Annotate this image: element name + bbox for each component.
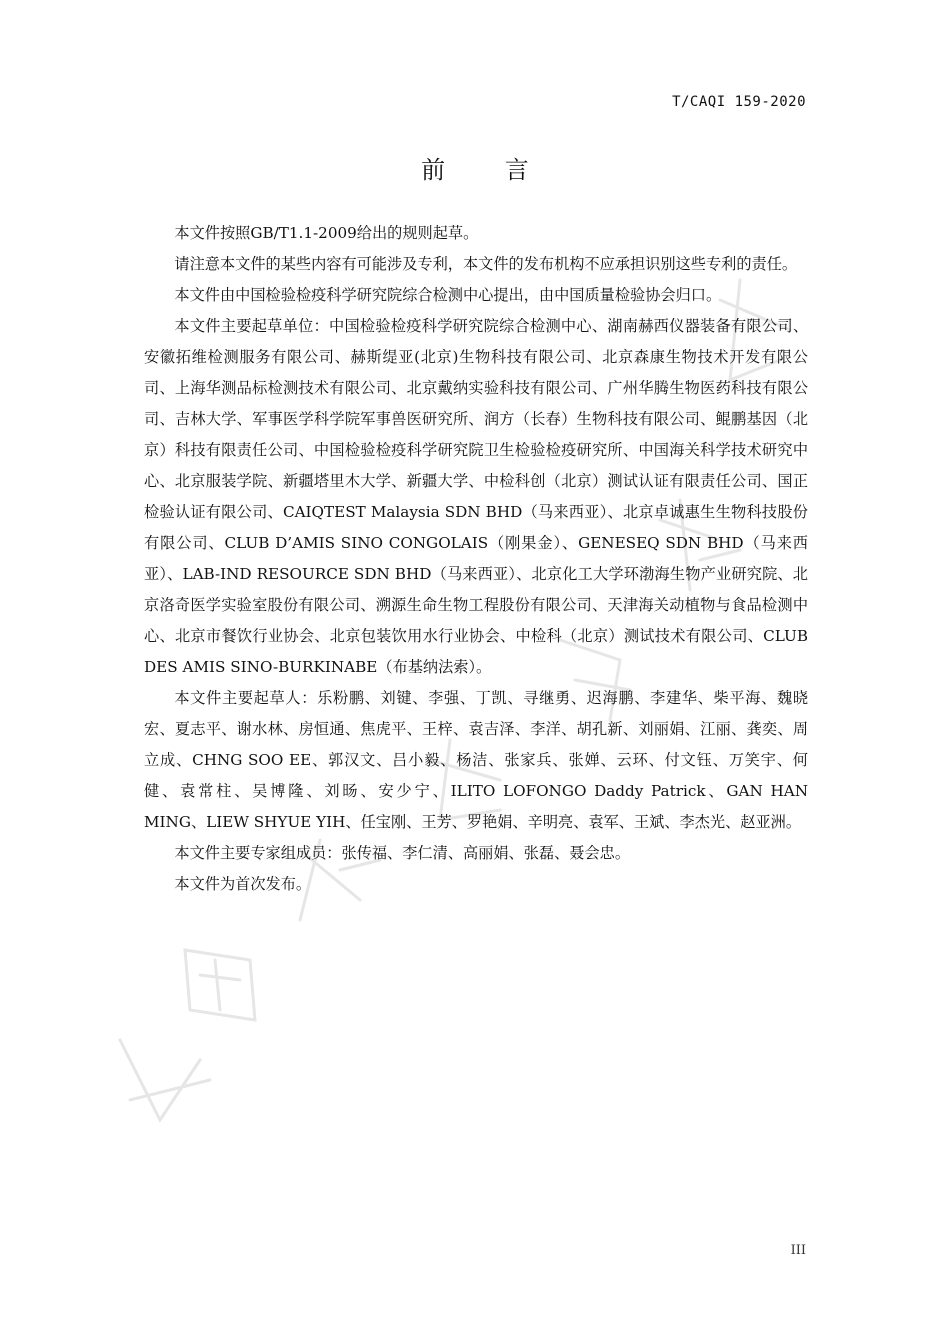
foreword-body: [144, 218, 808, 900]
paragraph-drafting-units: 本文件主要起草单位：中国检验检疫科学研究院综合检测中心、湖南赫西仪器装备有限公司、安徽拓维检测服务有限公司、赫斯缇亚(北京)生物科技有限公司、北京森康生物技术开发有限公司、上海华测品标检测技术有限公司、北京戴纳实验科技有限公司、广州华腾生物医药科技有限公司、吉林大学、军事医学科学院军事兽医研究所、润方（长春）生物科技有限公司、鲲鹏基因（北京）科技有限责任公司、中国检验检疫科学研究院卫生检验检疫研究所、中国海关科学技术研究中心、北京服装学院、新疆塔里木大学、新疆大学、中检科创（北京）测试认证有限责任公司、国正检验认证有限公司、CAIQTEST Malaysia SDN BHD（马来西亚）、北京卓诚惠生生物科技股份有限公司、CLUB D’AMIS SINO CONGOLAIS（刚果金）、GENESEQ SDN BHD（马来西亚）、LAB-IND RESOURCE SDN BHD（马来西亚）、北京化工大学环渤海生物产业研究院、北京洛奇医学实验室股份有限公司、溯源生命生物工程股份有限公司、天津海关动植物与食品检测中心、北京市餐饮行业协会、北京包装饮用水行业协会、中检科（北京）测试技术有限公司、CLUB DES AMIS SINO-BURKINABE（布基纳法索）。: [144, 317, 808, 676]
paragraph-proposer: 本文件由中国检验检疫科学研究院综合检测中心提出，由中国质量检验协会归口。: [174, 286, 722, 304]
document-code: T/CAQI 159-2020: [672, 94, 806, 110]
paragraph-experts: 本文件主要专家组成员：张传福、李仁清、高丽娟、张磊、聂会忠。: [174, 844, 631, 862]
paragraph-drafting-rules: 本文件按照GB/T1.1-2009给出的规则起草。: [174, 224, 479, 242]
paragraph-first-release: 本文件为首次发布。: [174, 875, 312, 893]
page-number: III: [790, 1243, 806, 1258]
page-title: 前 言: [421, 156, 555, 184]
paragraph-patent-notice: 请注意本文件的某些内容有可能涉及专利，本文件的发布机构不应承担识别这些专利的责任。: [174, 255, 798, 273]
paragraph-drafters: 本文件主要起草人：乐粉鹏、刘键、李强、丁凯、寻继勇、迟海鹏、李建华、柴平海、魏晓宏、夏志平、谢水林、房恒通、焦虎平、王梓、袁吉泽、李洋、胡孔新、刘丽娟、江丽、龚奕、周立成、CHNG SOO EE、郭汉文、吕小毅、杨洁、张家兵、张婵、云环、付文钰、万笑宇、何健、袁常柱、吴博隆、刘旸、安少宁、ILITO LOFONGO Daddy Patrick、GAN HAN MING、LIEW SHYUE YIH、任宝刚、王芳、罗艳娟、辛明亮、袁军、王斌、李杰光、赵亚洲。: [144, 689, 808, 831]
